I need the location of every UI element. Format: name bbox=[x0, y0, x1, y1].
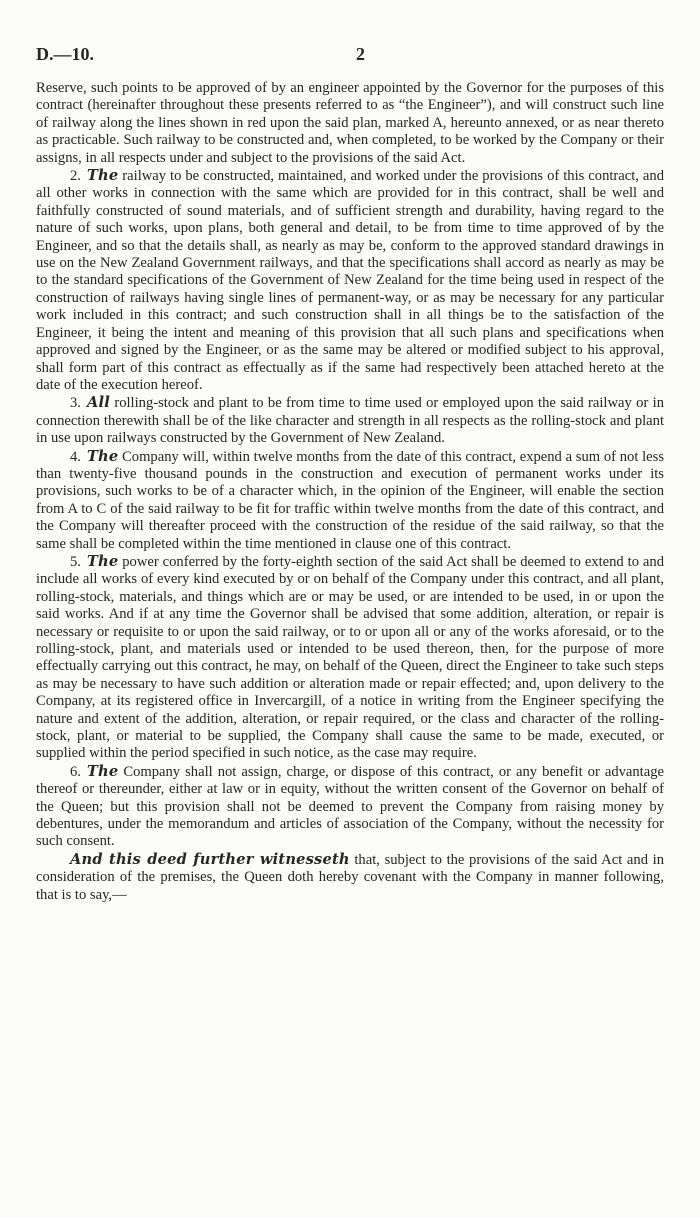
paragraph-text: rolling-stock and plant to be from time to time used or employed upon the said railway or in connection therewith shall be of the like character and strength in all respects as the rolling-stock and plant in use upon railways constructed by the Government of New Zealand. bbox=[36, 395, 665, 447]
clause-lead-word: The bbox=[86, 552, 119, 570]
clause-3 bbox=[36, 394, 664, 447]
clause-number: 4. bbox=[70, 448, 81, 465]
clause-4 bbox=[36, 448, 664, 553]
paragraph-text: Company will, within twelve months from the date of this contract, expend a sum of not less than twenty-five thousand pounds in the construction and execution of permanent works under its provisions, such works to be of a character which, in the opinion of the Engineer, will enable the section from A to C of the said railway to be fit for traffic within twelve months from the date of this contract, and the Company will thereafter proceed with the construction of the residue of the said railway, so that the same shall be completed within the time mentioned in clause one of this contract. bbox=[36, 448, 664, 552]
clause-lead-word: All bbox=[86, 394, 110, 412]
clause-lead-word: The bbox=[86, 447, 119, 465]
paragraph-text: that, subject to the provisions of the said Act and in consideration of the premises, the Queen doth hereby covenant with the Company in manner following, that is to say,— bbox=[36, 851, 664, 903]
page-header bbox=[36, 44, 664, 68]
clause-number: 2. bbox=[70, 168, 81, 185]
paragraph-continuation bbox=[36, 80, 664, 167]
clause-number: 6. bbox=[70, 763, 81, 780]
clause-lead-word: The bbox=[86, 762, 119, 780]
clause-lead-word: The bbox=[86, 167, 119, 185]
clause-number: 3. bbox=[70, 395, 81, 412]
contract-body bbox=[36, 80, 664, 904]
paragraph-text: railway to be constructed, maintained, and worked under the provisions of this contract, and all other works in connection with the same which are provided for in this contract, shall be well and faithfully constructed of sound materials, and of sufficient strength and durability, having regard to the nature of such works, upon plans, both general and detail, to be from time to time approved of by the Engineer, and so that the details shall, as nearly as may be, conform to the approved standard drawings in use on the New Zealand Government railways, and that the specifications shall accord as nearly as may be to the standard specifications of the Government of New Zealand for the time being used in respect of the construction of railways having single lines of permanent-way, or as may be necessary for any particular work included in this contract; and such construction shall in all things be to the satisfaction of the Engineer, it being the intent and meaning of this provision that all such plans and specifications when approved and signed by the Engineer, or as the same may be altered or modified subject to his approval, shall form part of this contract as effectually as if the same had respectively been attached hereto at the date of the execution hereof. bbox=[36, 168, 664, 393]
clause-5 bbox=[36, 553, 664, 763]
document-reference: D.—10. bbox=[36, 44, 94, 64]
clause-number: 5. bbox=[70, 553, 81, 570]
witnesseth-paragraph bbox=[36, 851, 664, 904]
paragraph-text: Reserve, such points to be approved of by an engineer appointed by the Governor for the purposes of this contract (hereinafter throughout these presents referred to as “the Engineer”), and will construct such line of railway along the lines shown in red upon the said plan, marked A, hereunto annexed, or as near thereto as practicable. Such railway to be constructed and, when completed, to be worked by the Company or their assigns, in all respects under and subject to the provisions of the said Act. bbox=[36, 80, 664, 166]
witnesseth-lead: And this deed further witnesseth bbox=[70, 850, 350, 868]
paragraph-text: power conferred by the forty-eighth section of the said Act shall be deemed to extend to and include all works of every kind executed by or on behalf of the Company under this contract, and all plant, rolling-stock, materials, and things which are or may be used, or are intended to be used, in or upon the said works. And if at any time the Governor shall be advised that some addition, alteration, or repair is necessary or requisite to or upon the said railway, or to or upon all or any of the works aforesaid, or to the rolling-stock, plant, and materials used or intended to be used thereon, then, for the purpose of more effectually carrying out this contract, he may, on behalf of the Queen, direct the Engineer to take such steps as may be necessary to have such addition or alteration made or repair effected; and, upon delivery to the Company, at its registered office in Invercargill, of a notice in writing from the Engineer specifying the nature and extent of the addition, alteration, or repair required, or the class and character of the rolling-stock, plant, or material to be supplied, the Company shall cause the same to be made, executed, or supplied within the period specified in such notice, as the case may require. bbox=[36, 553, 664, 762]
clause-2 bbox=[36, 167, 664, 394]
page-number: 2 bbox=[356, 44, 365, 64]
paragraph-text: Company shall not assign, charge, or dispose of this contract, or any benefit or advantage thereof or thereunder, either at law or in equity, without the written consent of the Governor on behalf of the Queen; but this provision shall not be deemed to prevent the Company from raising money by debentures, under the memorandum and articles of association of the Company, without the necessity for such consent. bbox=[36, 763, 664, 850]
clause-6 bbox=[36, 763, 664, 851]
